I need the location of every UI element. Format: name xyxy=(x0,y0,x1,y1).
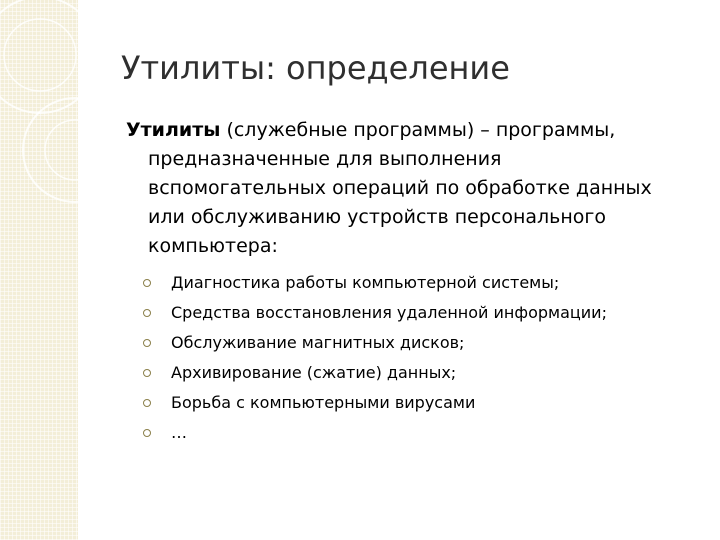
list-item xyxy=(121,268,681,298)
bullet-circle-icon xyxy=(143,339,151,347)
bullet-circle-icon xyxy=(143,279,151,287)
list-item xyxy=(121,388,681,418)
circle-ornament-icon xyxy=(0,0,120,230)
bullet-circle-icon xyxy=(143,369,151,377)
definition-paragraph xyxy=(121,116,681,261)
list-item-text: Борьба с компьютерными вирусами xyxy=(171,393,476,412)
list-item-text: Архивирование (сжатие) данных; xyxy=(171,363,457,382)
list-item-text: Средства восстановления удаленной информации; xyxy=(171,303,607,322)
list-item xyxy=(121,298,681,328)
bullet-circle-icon xyxy=(143,399,151,407)
definition-text: (служебные программы) – программы, предназначенные для выполнения вспомогательных операций по обработке данных или обслуживанию устройств персонального компьютера: xyxy=(148,119,652,257)
slide-body xyxy=(121,116,681,448)
bullet-circle-icon xyxy=(143,429,151,437)
slide-title: Утилиты: определение xyxy=(121,49,510,87)
list-item xyxy=(121,418,681,448)
list-item xyxy=(121,358,681,388)
utility-types-list xyxy=(121,268,681,448)
list-item-text: … xyxy=(171,423,187,442)
definition-term: Утилиты xyxy=(126,119,221,141)
list-item-text: Диагностика работы компьютерной системы; xyxy=(171,273,560,292)
list-item xyxy=(121,328,681,358)
bullet-circle-icon xyxy=(143,309,151,317)
list-item-text: Обслуживание магнитных дисков; xyxy=(171,333,465,352)
